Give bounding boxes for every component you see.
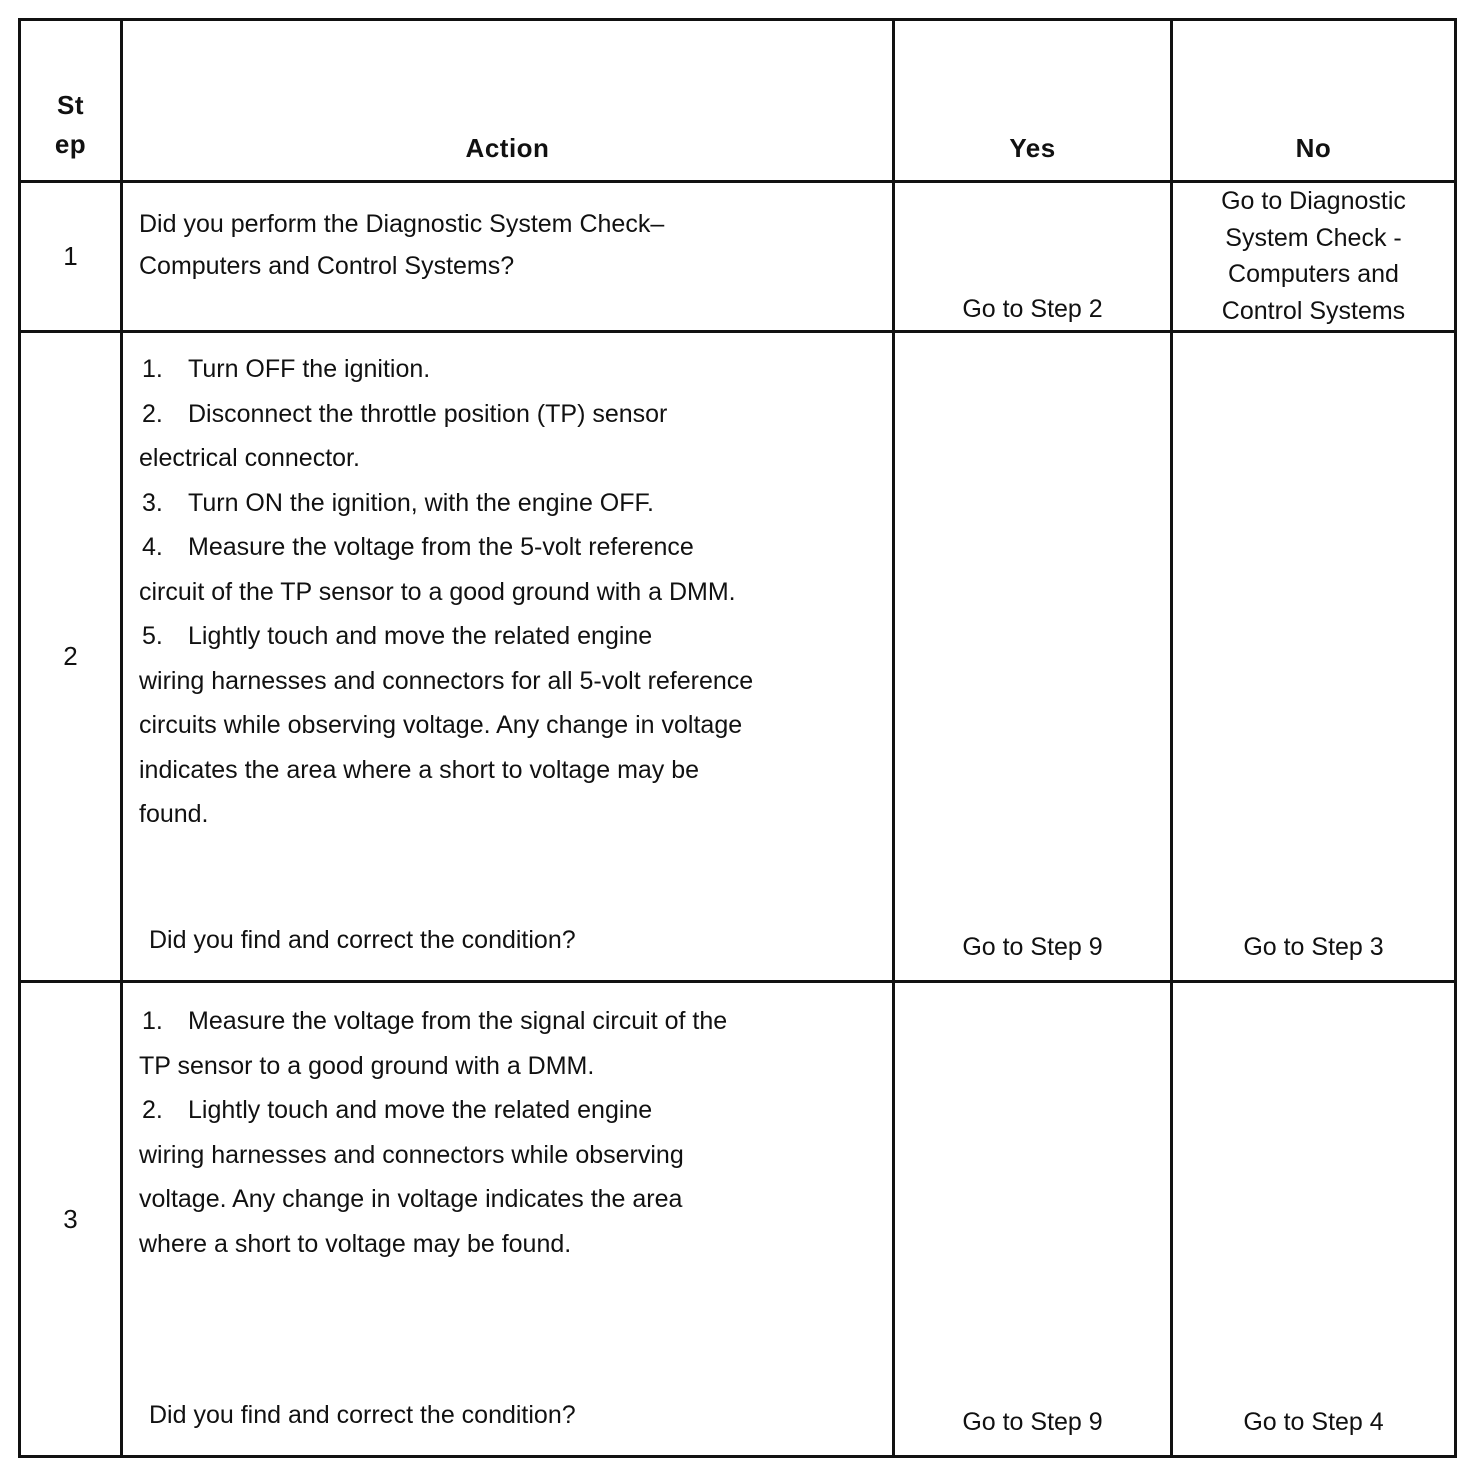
no-cell [1172,182,1456,332]
action-step-line: indicates the area where a short to voltage may be [139,755,700,784]
table-row [20,182,1456,332]
action-step-line: electrical connector. [139,444,360,472]
yes-cell [894,332,1172,982]
table-row [20,332,1456,982]
action-step-line: voltage. Any change in voltage indicates the area [139,1185,683,1213]
action-text: Computers and Control Systems? [139,252,515,280]
step-number: 2 [20,332,122,982]
action-steps-list [139,347,892,837]
action-step-line: circuits while observing voltage. Any change in voltage [139,711,743,739]
action-step-line: circuit of the TP sensor to a good ground with a DMM. [139,577,736,606]
action-step-line: 2. Lightly touch and move the related engine [142,1096,653,1124]
no-column-header: No [1172,20,1456,182]
yes-result: Go to Step 2 [962,295,1103,323]
action-step-line: 3. Turn ON the ignition, with the engine OFF. [142,488,654,517]
action-text: Did you perform the Diagnostic System Check– [139,210,665,238]
action-step-line: 1. Turn OFF the ignition. [142,355,431,383]
no-result-line: Control Systems [1221,296,1406,325]
action-column-header: Action [122,20,894,182]
action-step-line: 2. Disconnect the throttle position (TP) sensor [142,399,668,428]
table-header-row [20,20,1456,182]
action-step-line: 5. Lightly touch and move the related engine [142,622,653,650]
action-step-line: found. [139,800,209,828]
condition-question: Did you find and correct the condition? [149,925,576,954]
action-cell [122,982,894,1457]
action-step-line: wiring harnesses and connectors while observing [139,1140,684,1169]
no-result: Go to Step 3 [1243,933,1384,961]
table-row [20,982,1456,1457]
yes-result: Go to Step 9 [962,1408,1103,1436]
action-steps-list [139,999,892,1266]
yes-result: Go to Step 9 [962,933,1103,961]
step-header-line2: ep [54,129,87,159]
no-result: Go to Step 4 [1243,1408,1384,1436]
yes-column-header: Yes [894,20,1172,182]
no-result-line: System Check - [1225,223,1402,252]
action-step-line: TP sensor to a good ground with a DMM. [139,1051,595,1080]
action-step-line: where a short to voltage may be found. [139,1229,572,1258]
step-header-line1: St [57,90,84,120]
condition-question: Did you find and correct the condition? [149,1400,576,1429]
action-cell [122,332,894,982]
action-cell [122,182,894,332]
action-step-line: 1. Measure the voltage from the signal circuit of the [142,1007,728,1035]
step-column-header [20,20,122,182]
action-step-line: wiring harnesses and connectors for all 5-volt reference [139,666,754,695]
no-result-line: Go to Diagnostic [1221,187,1406,215]
yes-cell [894,982,1172,1457]
yes-cell [894,182,1172,332]
diagnostic-table [18,18,1457,1458]
step-number: 1 [20,182,122,332]
no-result-line: Computers and [1228,260,1399,288]
no-cell [1172,332,1456,982]
no-cell [1172,982,1456,1457]
step-number: 3 [20,982,122,1457]
action-step-line: 4. Measure the voltage from the 5-volt reference [142,533,694,561]
